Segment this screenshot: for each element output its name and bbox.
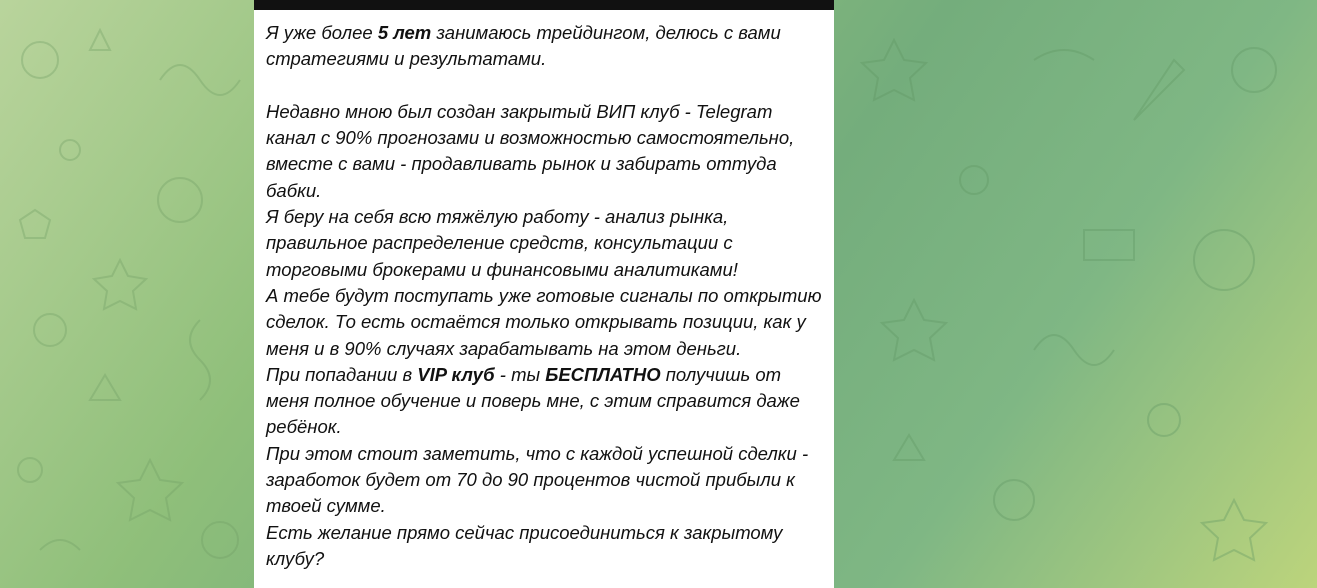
paragraph-4: А тебе будут поступать уже готовые сигналы по открытию сделок. То есть остаётся только открывать позиции, как у меня и в 90% случаях зарабатывать на этом деньги. [266,284,822,359]
message-top-edge [254,0,834,10]
post-text [266,20,822,572]
doodle-pattern-right [834,0,1317,588]
paragraph-5: При попадании в VIP клуб - ты БЕСПЛАТНО получишь от меня полное обучение и поверь мне, с этим справится даже ребёнок. [266,363,800,438]
paragraph-1: Я уже более 5 лет занимаюсь трейдингом, делюсь с вами стратегиями и результатами. [266,22,781,70]
paragraph-2: Недавно мною был создан закрытый ВИП клуб - Telegram канал с 90% прогнозами и возможностью самостоятельно, вместе с вами - продавливать рынок и забирать оттуда бабки. [266,100,795,201]
channel-post-bubble [254,10,834,588]
paragraph-7: Есть желание прямо сейчас присоединиться к закрытому клубу? [266,521,783,569]
paragraph-3: Я беру на себя всю тяжёлую работу - анализ рынка, правильное распределение средств, консультации с торговыми брокерами и финансовыми аналитиками! [266,206,738,280]
paragraph-6: При этом стоит заметить, что с каждой успешной сделки - заработок будет от 70 до 90 процентов чистой прибыли к твоей сумме. [266,442,809,517]
doodle-pattern-left [0,0,254,588]
